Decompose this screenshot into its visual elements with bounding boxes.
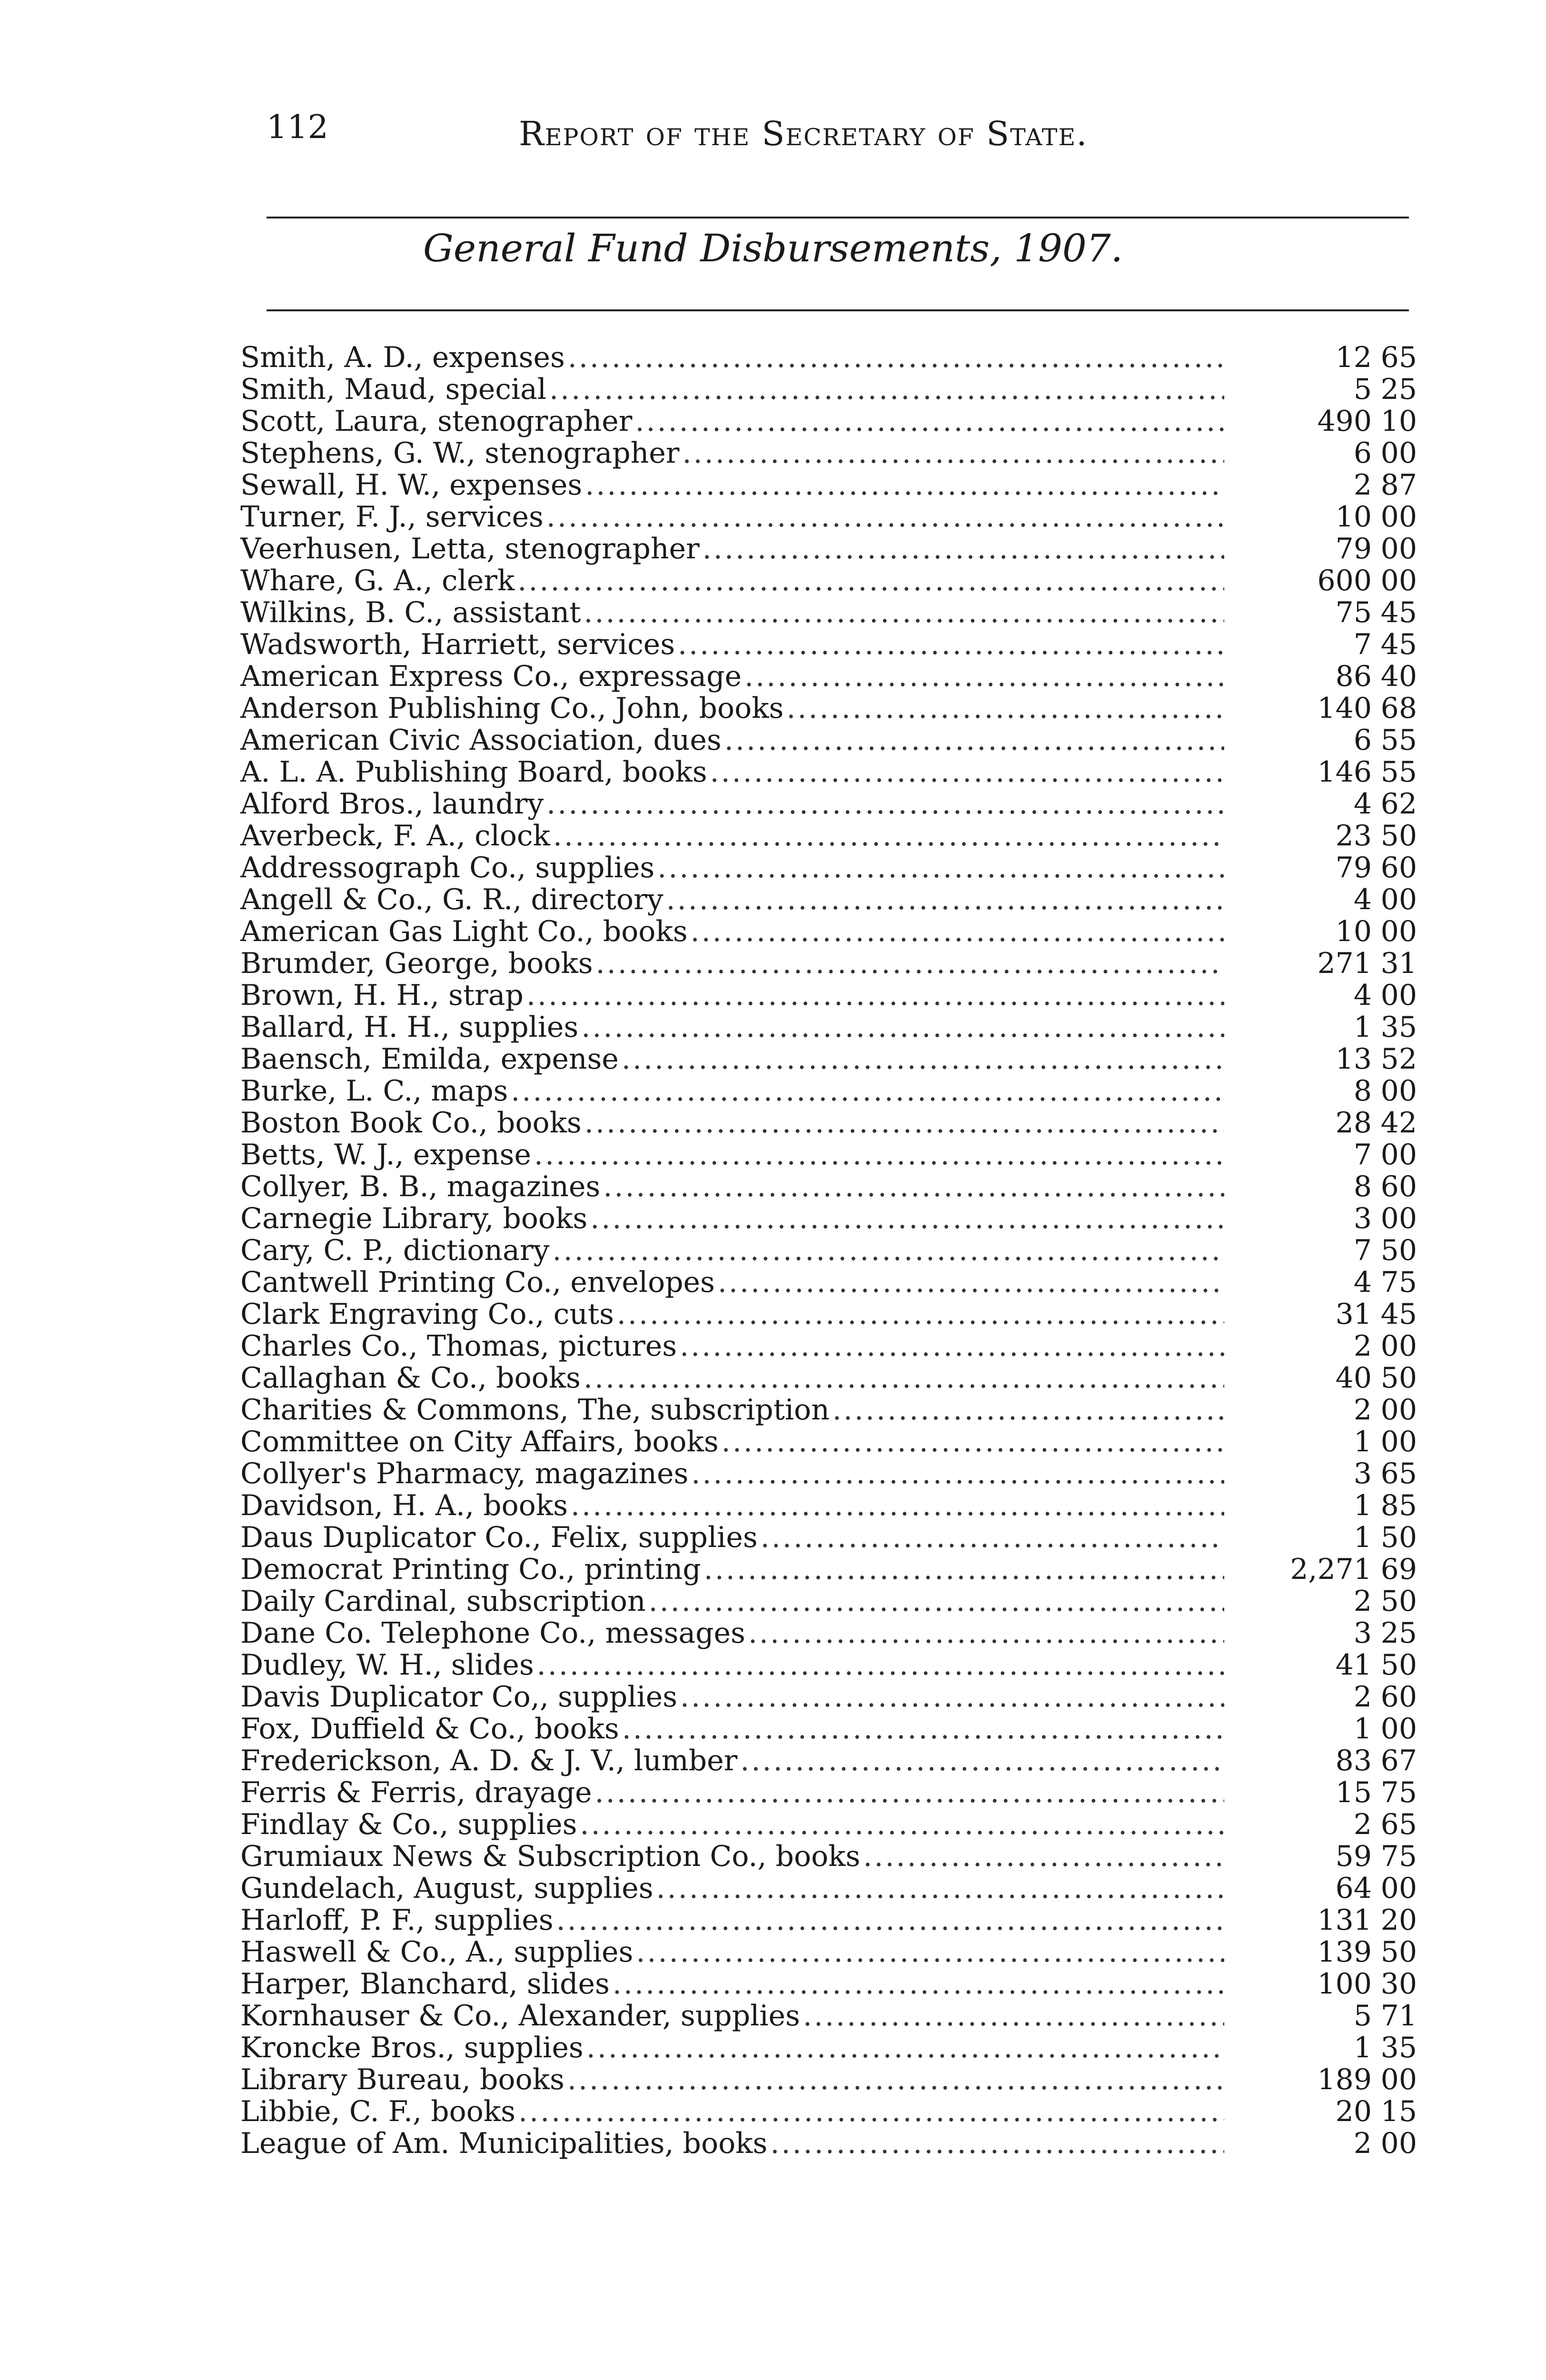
payee-description: Harloff, P. F., supplies: [240, 1904, 554, 1937]
amount-dollars: 83: [1335, 1744, 1372, 1777]
amount-dollars: 5: [1353, 1999, 1372, 2033]
payee-description: Haswell & Co., A., supplies: [240, 1935, 634, 1969]
dot-leader: [718, 1267, 1224, 1299]
amount-dollars: 13: [1335, 1042, 1372, 1076]
amount-cents: 68: [1380, 692, 1417, 725]
payee-description: Smith, A. D., expenses: [240, 341, 565, 374]
ledger-row: [240, 1012, 1421, 1043]
amount-dollars: 2: [1353, 1393, 1372, 1427]
dot-leader: [556, 1904, 1224, 1936]
dot-leader: [580, 1809, 1224, 1841]
dot-leader: [649, 1586, 1224, 1617]
ledger-row: [240, 533, 1421, 565]
payee-description: Addressograph Co., supplies: [240, 851, 655, 884]
running-title: Report of the Secretary of State.: [519, 114, 1088, 153]
amount-dollars: 5: [1353, 373, 1372, 406]
ledger-row: [240, 724, 1421, 756]
amount-cents: 65: [1380, 1457, 1417, 1490]
ledger-row: [240, 2128, 1421, 2160]
ledger-row: [240, 374, 1421, 406]
amount-cents: 40: [1380, 660, 1417, 693]
disbursement-ledger: [240, 342, 1421, 2160]
amount-cents: 50: [1380, 1585, 1417, 1618]
dot-leader: [585, 469, 1224, 501]
dot-leader: [678, 629, 1224, 661]
amount-cents: 60: [1380, 851, 1417, 884]
amount-dollars: 79: [1335, 851, 1372, 884]
ledger-row: [240, 1649, 1421, 1681]
amount-cents: 50: [1380, 1361, 1417, 1395]
amount-cents: 00: [1380, 1872, 1417, 1905]
amount-cents: 55: [1380, 724, 1417, 757]
dot-leader: [803, 2000, 1224, 2032]
payee-description: Alford Bros., laundry: [240, 787, 544, 821]
dot-leader: [656, 1873, 1224, 1904]
amount-cents: 00: [1380, 2127, 1417, 2160]
ledger-row: [240, 2032, 1421, 2064]
page-number: 112: [267, 109, 328, 146]
ledger-row: [240, 980, 1421, 1012]
dot-leader: [590, 1203, 1224, 1235]
amount-dollars: 75: [1335, 596, 1372, 629]
ledger-row: [240, 1139, 1421, 1171]
dot-leader: [740, 1745, 1224, 1777]
amount-dollars: 146: [1317, 755, 1372, 789]
dot-leader: [567, 2064, 1224, 2096]
amount-dollars: 1: [1353, 1011, 1372, 1044]
payee-description: Callaghan & Co., books: [240, 1361, 581, 1395]
amount-cents: 50: [1380, 1521, 1417, 1554]
payee-description: Betts, W. J., expense: [240, 1138, 531, 1171]
amount-dollars: 7: [1353, 1138, 1372, 1171]
ledger-row: [240, 1554, 1421, 1586]
dot-leader: [586, 2032, 1224, 2064]
payee-description: Brown, H. H., strap: [240, 979, 524, 1012]
payee-description: Sewall, H. W., expenses: [240, 468, 583, 502]
ledger-row: [240, 1745, 1421, 1777]
amount-dollars: 20: [1335, 2095, 1372, 2128]
dot-leader: [724, 724, 1224, 756]
payee-description: Boston Book Co., books: [240, 1106, 582, 1140]
dot-leader: [703, 533, 1224, 565]
dot-leader: [636, 1936, 1224, 1968]
ledger-row: [240, 501, 1421, 533]
amount-dollars: 12: [1335, 341, 1372, 374]
dot-leader: [832, 1394, 1224, 1426]
ledger-row: [240, 1809, 1421, 1841]
ledger-row: [240, 437, 1421, 469]
dot-leader: [691, 916, 1224, 948]
dot-leader: [761, 1522, 1224, 1554]
ledger-row: [240, 1936, 1421, 1968]
amount-dollars: 4: [1353, 787, 1372, 821]
ledger-row: [240, 948, 1421, 980]
amount-cents: 50: [1380, 1935, 1417, 1969]
ledger-row: [240, 1107, 1421, 1139]
amount-cents: 50: [1380, 1648, 1417, 1682]
amount-dollars: 2: [1353, 1329, 1372, 1363]
ledger-row: [240, 1394, 1421, 1426]
ledger-row: [240, 1362, 1421, 1394]
ledger-row: [240, 1426, 1421, 1458]
amount-dollars: 271: [1317, 947, 1372, 980]
amount-dollars: 23: [1335, 819, 1372, 853]
dot-leader: [635, 406, 1224, 437]
ledger-row: [240, 661, 1421, 693]
payee-description: Dudley, W. H., slides: [240, 1648, 534, 1682]
payee-description: Frederickson, A. D. & J. V., lumber: [240, 1744, 738, 1777]
payee-description: Anderson Publishing Co., John, books: [240, 692, 784, 725]
amount-cents: 42: [1380, 1106, 1417, 1140]
amount-cents: 45: [1380, 628, 1417, 661]
amount-cents: 00: [1380, 500, 1417, 534]
payee-description: Smith, Maud, special: [240, 373, 546, 406]
payee-description: League of Am. Municipalities, books: [240, 2127, 768, 2160]
amount-cents: 30: [1380, 1967, 1417, 2001]
dot-leader: [534, 1139, 1224, 1171]
ledger-row: [240, 852, 1421, 884]
ledger-row: [240, 1490, 1421, 1522]
amount-cents: 00: [1380, 1329, 1417, 1363]
payee-description: Ferris & Ferris, drayage: [240, 1776, 592, 1809]
payee-description: Cary, C. P., dictionary: [240, 1234, 550, 1267]
ledger-row: [240, 820, 1421, 852]
amount-dollars: 3: [1353, 1457, 1372, 1490]
amount-cents: 00: [1380, 1712, 1417, 1745]
dot-leader: [526, 980, 1224, 1012]
amount-cents: 55: [1380, 755, 1417, 789]
amount-cents: 60: [1380, 1170, 1417, 1203]
amount-dollars: 10: [1335, 915, 1372, 948]
amount-dollars: 140: [1317, 692, 1372, 725]
amount-cents: 00: [1380, 915, 1417, 948]
payee-description: Brumder, George, books: [240, 947, 593, 980]
amount-cents: 00: [1380, 1425, 1417, 1458]
amount-cents: 00: [1380, 1074, 1417, 1108]
payee-description: Collyer, B. B., magazines: [240, 1170, 601, 1203]
amount-dollars: 6: [1353, 436, 1372, 470]
amount-dollars: 100: [1317, 1967, 1372, 2001]
ledger-row: [240, 1841, 1421, 1873]
ledger-row: [240, 597, 1421, 629]
amount-dollars: 1: [1353, 1425, 1372, 1458]
payee-description: Libbie, C. F., books: [240, 2095, 515, 2128]
amount-cents: 00: [1380, 883, 1417, 916]
dot-leader: [691, 1458, 1224, 1490]
amount-cents: 00: [1380, 564, 1417, 597]
ledger-row: [240, 565, 1421, 597]
amount-cents: 00: [1380, 2063, 1417, 2096]
amount-cents: 31: [1380, 947, 1417, 980]
ledger-row: [240, 1330, 1421, 1362]
amount-dollars: 1: [1353, 1489, 1372, 1522]
payee-description: Kroncke Bros., supplies: [240, 2031, 584, 2064]
payee-description: Davis Duplicator Co,, supplies: [240, 1680, 677, 1714]
payee-description: Carnegie Library, books: [240, 1202, 588, 1235]
ledger-row: [240, 1203, 1421, 1235]
dot-leader: [613, 1968, 1224, 2000]
payee-description: Daus Duplicator Co., Felix, supplies: [240, 1521, 758, 1554]
dot-leader: [511, 1075, 1224, 1107]
payee-description: Wilkins, B. C., assistant: [240, 596, 581, 629]
dot-leader: [786, 693, 1224, 724]
bottom-rule: [267, 309, 1409, 311]
ledger-row: [240, 629, 1421, 661]
amount-cents: 35: [1380, 2031, 1417, 2064]
dot-leader: [680, 1330, 1224, 1362]
payee-description: American Gas Light Co., books: [240, 915, 688, 948]
dot-leader: [680, 1681, 1224, 1713]
amount-cents: 25: [1380, 373, 1417, 406]
payee-description: American Express Co., expressage: [240, 660, 742, 693]
dot-leader: [585, 1107, 1224, 1139]
payee-description: Findlay & Co., supplies: [240, 1808, 577, 1841]
payee-description: Harper, Blanchard, slides: [240, 1967, 610, 2001]
payee-description: Fox, Duffield & Co., books: [240, 1712, 619, 1745]
dot-leader: [657, 852, 1224, 884]
dot-leader: [553, 820, 1224, 852]
ledger-row: [240, 1617, 1421, 1649]
payee-description: Grumiaux News & Subscription Co., books: [240, 1840, 861, 1873]
amount-dollars: 2,271: [1290, 1553, 1372, 1586]
ledger-row: [240, 1458, 1421, 1490]
dot-leader: [517, 565, 1224, 597]
ledger-row: [240, 756, 1421, 788]
ledger-row: [240, 1904, 1421, 1936]
dot-leader: [584, 1362, 1224, 1394]
ledger-row: [240, 1075, 1421, 1107]
ledger-row: [240, 1171, 1421, 1203]
ledger-row: [240, 1586, 1421, 1617]
dot-leader: [744, 661, 1224, 693]
dot-leader: [770, 2128, 1224, 2160]
amount-dollars: 2: [1353, 1808, 1372, 1841]
amount-dollars: 41: [1335, 1648, 1372, 1682]
amount-cents: 00: [1380, 1138, 1417, 1171]
amount-dollars: 15: [1335, 1776, 1372, 1809]
amount-cents: 35: [1380, 1011, 1417, 1044]
amount-dollars: 7: [1353, 1234, 1372, 1267]
dot-leader: [863, 1841, 1224, 1873]
dot-leader: [622, 1043, 1224, 1075]
amount-cents: 65: [1380, 1808, 1417, 1841]
amount-dollars: 4: [1353, 1266, 1372, 1299]
amount-cents: 25: [1380, 1616, 1417, 1650]
payee-description: Democrat Printing Co., printing: [240, 1553, 701, 1586]
amount-dollars: 1: [1353, 1712, 1372, 1745]
amount-dollars: 59: [1335, 1840, 1372, 1873]
payee-description: Daily Cardinal, subscription: [240, 1585, 646, 1618]
dot-leader: [666, 884, 1224, 916]
ledger-row: [240, 884, 1421, 916]
payee-description: Wadsworth, Harriett, services: [240, 628, 675, 661]
amount-dollars: 3: [1353, 1202, 1372, 1235]
ledger-row: [240, 693, 1421, 724]
amount-dollars: 64: [1335, 1872, 1372, 1905]
dot-leader: [571, 1490, 1224, 1522]
dot-leader: [537, 1649, 1224, 1681]
top-rule: [267, 217, 1409, 218]
dot-leader: [546, 501, 1224, 533]
payee-description: Ballard, H. H., supplies: [240, 1011, 579, 1044]
amount-cents: 75: [1380, 1776, 1417, 1809]
amount-dollars: 1: [1353, 2031, 1372, 2064]
ledger-row: [240, 1873, 1421, 1904]
amount-dollars: 6: [1353, 724, 1372, 757]
amount-dollars: 131: [1317, 1904, 1372, 1937]
ledger-row: [240, 1043, 1421, 1075]
dot-leader: [704, 1554, 1224, 1586]
amount-dollars: 600: [1317, 564, 1372, 597]
payee-description: Turner, F. J., services: [240, 500, 544, 534]
dot-leader: [568, 342, 1224, 374]
amount-cents: 52: [1380, 1042, 1417, 1076]
payee-description: Burke, L. C., maps: [240, 1074, 508, 1108]
payee-description: Angell & Co., G. R., directory: [240, 883, 664, 916]
payee-description: Dane Co. Telephone Co., messages: [240, 1616, 745, 1650]
amount-cents: 85: [1380, 1489, 1417, 1522]
dot-leader: [748, 1617, 1224, 1649]
amount-dollars: 40: [1335, 1361, 1372, 1395]
amount-cents: 00: [1380, 532, 1417, 565]
amount-dollars: 4: [1353, 979, 1372, 1012]
amount-cents: 50: [1380, 819, 1417, 853]
ledger-row: [240, 1299, 1421, 1330]
ledger-row: [240, 1235, 1421, 1267]
amount-dollars: 2: [1353, 468, 1372, 502]
payee-description: American Civic Association, dues: [240, 724, 722, 757]
payee-description: Averbeck, F. A., clock: [240, 819, 550, 853]
payee-description: Committee on City Affairs, books: [240, 1425, 719, 1458]
amount-cents: 75: [1380, 1840, 1417, 1873]
amount-cents: 60: [1380, 1680, 1417, 1714]
amount-cents: 75: [1380, 1266, 1417, 1299]
payee-description: Charles Co., Thomas, pictures: [240, 1329, 677, 1363]
payee-description: Library Bureau, books: [240, 2063, 565, 2096]
payee-description: Baensch, Emilda, expense: [240, 1042, 619, 1076]
payee-description: Stephens, G. W., stenographer: [240, 436, 680, 470]
amount-cents: 71: [1380, 1999, 1417, 2033]
amount-cents: 10: [1380, 405, 1417, 438]
amount-dollars: 189: [1317, 2063, 1372, 2096]
amount-dollars: 10: [1335, 500, 1372, 534]
ledger-row: [240, 788, 1421, 820]
payee-description: Cantwell Printing Co., envelopes: [240, 1266, 715, 1299]
amount-dollars: 4: [1353, 883, 1372, 916]
amount-dollars: 2: [1353, 1585, 1372, 1618]
dot-leader: [595, 1777, 1224, 1809]
payee-description: Davidson, H. A., books: [240, 1489, 568, 1522]
amount-dollars: 86: [1335, 660, 1372, 693]
amount-cents: 67: [1380, 1744, 1417, 1777]
dot-leader: [584, 597, 1224, 629]
amount-dollars: 28: [1335, 1106, 1372, 1140]
dot-leader: [722, 1426, 1224, 1458]
ledger-row: [240, 342, 1421, 374]
dot-leader: [549, 374, 1224, 406]
ledger-row: [240, 1522, 1421, 1554]
amount-dollars: 7: [1353, 628, 1372, 661]
ledger-row: [240, 1968, 1421, 2000]
amount-cents: 65: [1380, 341, 1417, 374]
ledger-row: [240, 1267, 1421, 1299]
amount-cents: 00: [1380, 1393, 1417, 1427]
ledger-row: [240, 1777, 1421, 1809]
dot-leader: [518, 2096, 1224, 2128]
payee-description: Veerhusen, Letta, stenographer: [240, 532, 700, 565]
payee-description: Scott, Laura, stenographer: [240, 405, 633, 438]
payee-description: Clark Engraving Co., cuts: [240, 1298, 614, 1331]
dot-leader: [710, 756, 1224, 788]
ledger-row: [240, 2000, 1421, 2032]
dot-leader: [596, 948, 1224, 980]
payee-description: Collyer's Pharmacy, magazines: [240, 1457, 689, 1490]
amount-dollars: 79: [1335, 532, 1372, 565]
amount-cents: 00: [1380, 1202, 1417, 1235]
amount-dollars: 490: [1317, 405, 1372, 438]
payee-description: Kornhauser & Co., Alexander, supplies: [240, 1999, 800, 2033]
section-title: General Fund Disbursements, 1907.: [423, 226, 1123, 270]
ledger-row: [240, 916, 1421, 948]
ledger-row: [240, 2096, 1421, 2128]
amount-cents: 62: [1380, 787, 1417, 821]
amount-cents: 20: [1380, 1904, 1417, 1937]
amount-dollars: 2: [1353, 2127, 1372, 2160]
amount-dollars: 8: [1353, 1170, 1372, 1203]
amount-cents: 45: [1380, 1298, 1417, 1331]
amount-cents: 00: [1380, 979, 1417, 1012]
dot-leader: [552, 1235, 1224, 1267]
amount-cents: 45: [1380, 596, 1417, 629]
dot-leader: [622, 1713, 1224, 1745]
ledger-row: [240, 1681, 1421, 1713]
amount-dollars: 139: [1317, 1935, 1372, 1969]
payee-description: Charities & Commons, The, subscription: [240, 1393, 830, 1427]
payee-description: A. L. A. Publishing Board, books: [240, 755, 707, 789]
ledger-row: [240, 469, 1421, 501]
amount-dollars: 2: [1353, 1680, 1372, 1714]
amount-dollars: 1: [1353, 1521, 1372, 1554]
dot-leader: [617, 1299, 1224, 1330]
amount-cents: 00: [1380, 436, 1417, 470]
dot-leader: [603, 1171, 1224, 1203]
payee-description: Whare, G. A., clerk: [240, 564, 515, 597]
amount-cents: 50: [1380, 1234, 1417, 1267]
amount-dollars: 8: [1353, 1074, 1372, 1108]
amount-cents: 87: [1380, 468, 1417, 502]
dot-leader: [546, 788, 1224, 820]
dot-leader: [682, 437, 1224, 469]
amount-dollars: 31: [1335, 1298, 1372, 1331]
ledger-row: [240, 2064, 1421, 2096]
ledger-row: [240, 1713, 1421, 1745]
amount-cents: 69: [1380, 1553, 1417, 1586]
amount-dollars: 3: [1353, 1616, 1372, 1650]
amount-cents: 15: [1380, 2095, 1417, 2128]
dot-leader: [581, 1012, 1224, 1043]
payee-description: Gundelach, August, supplies: [240, 1872, 654, 1905]
ledger-row: [240, 406, 1421, 437]
